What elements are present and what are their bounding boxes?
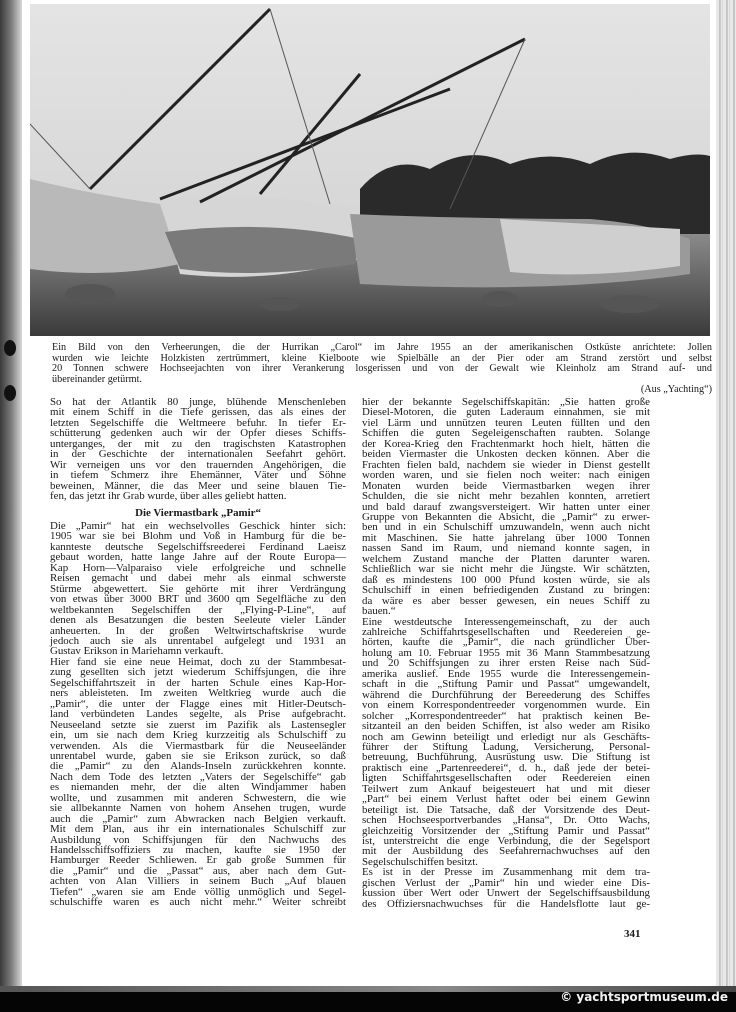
scan-right-edge [716, 0, 736, 990]
text-line: solcher „Korrespondentreeder“ hat praktisch keinen Be- [362, 709, 650, 722]
text-line: unrentabel wurde, gaben sie sie Erikson zurück, so daß [50, 749, 346, 762]
text-line: beweinen, Männer, die das Meer und seine blauen Tie- [50, 479, 346, 492]
text-line: sitzanteil an den beiden Schiffen, ist also weder am Risiko [362, 720, 650, 733]
text-line: viel Lärm und unnützen teuren Leuten füllten und den [362, 416, 650, 429]
text-line: Eine westdeutsche Interessengemeinschaft, zu der auch [362, 615, 650, 628]
text-line: Teilwert zum Ankauf beigesteuert hat und mit dieser [362, 782, 650, 795]
paragraph [362, 867, 650, 909]
text-line: weltbekannten Segelschiffen der „Flying-P-Line“, auf [50, 603, 346, 616]
text-line: da wäre es aber besser gewesen, ein neues Schiff zu [362, 594, 650, 607]
text-line: ist, unterstreicht die enge Verbindung, die der Segelsport [362, 835, 650, 848]
text-line: gleichzeitig Vorsitzender der „Stiftung Pamir und Passat“ [362, 824, 650, 837]
text-line: holung am 10. Februar 1955 mit 36 Mann Stammbesatzung [362, 646, 650, 659]
text-line: betreuung, Buchführung, Ausrüstung usw. Die Stiftung ist [362, 751, 650, 764]
text-line: achten von Alan Villiers in seinem Buch „Auf blauen [50, 875, 346, 888]
text-line: „Part“ bei einem Verlust haftet oder bei einem Gewinn [362, 793, 650, 806]
text-line: Wir verneigen uns vor den trauernden Angehörigen, die [50, 458, 346, 471]
paragraph [50, 397, 346, 502]
scan-left-edge [0, 0, 22, 990]
text-line: Segelschiffahrtszeit in der harten Schule eines Kap-Hor- [50, 676, 346, 689]
text-line: Kap Horn—Valparaiso viele erfolgreiche und schnelle [50, 561, 346, 574]
text-line: kannteste deutsche Segelschiffsreederei Ferdinand Laeisz [50, 540, 346, 553]
text-line: sie allbekannte Namen von hohem Ansehen trugen, wurde [50, 802, 346, 815]
text-line: Es ist in der Presse im Zusammenhang mit dem tra- [362, 866, 650, 879]
text-line: in tiefem Schmerz ihre Ehemänner, Väter und Söhne [50, 469, 346, 482]
text-line: gischen Verlust der „Pamir“ hin und wieder eine Dis- [362, 876, 650, 889]
text-line: Hier fand sie eine neue Heimat, doch zu der Stammbesat- [50, 655, 346, 668]
text-line: denen als Besatzungen die besten Seeleute vieler Länder [50, 614, 346, 627]
text-line: fen, das jetzt ihr Grab wurde, über alles geliebt hatten. [50, 490, 287, 503]
text-line: ners ableisteten. Im zweiten Weltkrieg wurde auch die [50, 687, 346, 700]
text-line: Schulschiff in einen befriedigenden Zustand zu bringen: [362, 584, 650, 597]
text-line: Schließlich war sie nicht mehr die Jüngste. Wir schätzten, [362, 563, 650, 576]
text-line: Die „Pamir“ hat ein wechselvolles Geschick hinter sich: [50, 519, 346, 532]
text-column-left [50, 397, 346, 908]
binding-hole [4, 340, 16, 356]
text-line: unterganges, der mit zu den tragischsten Katastrophen [50, 437, 346, 450]
hurricane-wreck-photo [30, 4, 710, 336]
text-line: Gustav Erikson in Mariehamn verkauft. [50, 645, 224, 658]
text-line: zahlreiche Schiffahrtsgesellschaften und Reedereien ge- [362, 625, 650, 638]
text-line: ein, um sie nach dem Krieg kurzzeitig als Schulschiff zu [50, 729, 346, 742]
text-line: Handelsschiffsoffiziers zu machen, kaufte sie 1950 der [50, 844, 346, 857]
text-line: land verbündeten Landes segelte, als Prise aufgebracht. [50, 708, 346, 721]
text-line: hörten, kaufte die „Pamir“, die nach gründlicher Über- [362, 636, 650, 649]
text-line: Ausbildung von Schiffsjungen für den Nachwuchs des [50, 833, 346, 846]
text-line: beteiligt ist. Die Tatsache, daß der Vorsitzende des Deut- [362, 803, 650, 816]
text-line: während die Durchführung der Bereederung des Schiffes [362, 688, 650, 701]
caption-line: übereinander getürmt. [52, 373, 142, 385]
text-line: gebaut worden, hatte lange Jahre auf der Route Europa— [50, 551, 346, 564]
text-line: ligten Schiffahrtsgesellschaften oder Reedereien einen [362, 772, 650, 785]
text-line: worden waren, und sie fielen noch weiter: nach einigen [362, 469, 650, 482]
text-line: 1905 war sie bei Blohm und Voß in Hamburg für die be- [50, 530, 346, 543]
text-line: und bald darauf zwangsversteigert. Wir hatten unter einer [362, 500, 650, 513]
caption-line: 20 Tonnen schwere Hochseejachten von ihrer Verankerung losgerissen und von der Gewalt wie Kleinholz am Strand auf- und [52, 363, 712, 375]
paragraph [50, 657, 346, 908]
text-line: jedoch auch sie als unrentabel aufgelegt und 1931 an [50, 634, 346, 647]
text-line: Diesel-Motoren, die guten Laderaum einnahmen, sie mit [362, 406, 650, 419]
scan-bottom-bar [0, 986, 736, 1012]
text-line: die „Pamir“ zu den Alands-Inseln zurückkehren konnte. [50, 760, 346, 773]
text-line: es niemanden mehr, der die alten Windjammer haben [50, 781, 346, 794]
text-line: des Offiziersnachwuchses für die Handelsflotte laut ge- [362, 897, 650, 910]
binding-hole [4, 385, 16, 401]
text-line: Segelschulschiffen besitzt. [362, 855, 478, 868]
text-line: Neuseeland setzte sie zuerst im Pazifik als Lastensegler [50, 718, 346, 731]
text-line: letzten Segelschiffe die Weltmeere befuhr. In tiefer Er- [50, 416, 346, 429]
text-line: amerika auslief. Ende 1955 wurde die Interessengemein- [362, 667, 650, 680]
text-line: der Korea-Krieg den Frachtenmarkt hoch hielt, hätten die [362, 437, 650, 450]
text-line: mit einem Schiff in die Tiefe gerissen, das als eines der [50, 406, 346, 419]
text-line: führer der Stiftung Ladung, Versicherung, Personal- [362, 740, 650, 753]
text-line: kussion über Wert oder Unwert der Segelschiffsausbildung [362, 887, 650, 900]
text-line: nassen Sand im Raum, und niemand konnte sagen, in [362, 542, 650, 555]
paragraph [50, 521, 346, 657]
text-line: Stürme abgewettert. Sie gehörte mit ihrer Verdrängung [50, 582, 346, 595]
caption-line: Ein Bild von den Verheerungen, die der Hurrikan „Carol“ im Jahre 1955 an der amerikanischen Ostküste anrichtete: Jollen [52, 342, 712, 353]
caption-source: (Aus „Yachting“) [640, 384, 712, 396]
text-line: in der Geschichte der internationalen Seefahrt gehört. [50, 448, 346, 461]
text-line: schütterung gedenken auch wir der Opfer dieses Schiffs- [50, 427, 346, 440]
text-line: Reisen gemacht und dabei mehr als einmal schwerste [50, 572, 346, 585]
text-line: daß es mindestens 100 000 Pfund kosten würde, sie als [362, 573, 650, 586]
paragraph [362, 617, 650, 868]
text-line: bauen.“ [362, 605, 396, 618]
text-line: und 20 Schiffsjungen zu ihrer ersten Reise nach Süd- [362, 657, 650, 670]
text-line: hier der bekannte Segelschiffskapitän: „Sie hatten große [362, 396, 650, 408]
page-number: 341 [624, 928, 641, 940]
text-line: die „Pamir“ und die „Passat“ aus, aber nach dem Gut- [50, 864, 346, 877]
text-line: Gruppe von Bekannten die Absicht, die „Pamir“ zu erwer- [362, 510, 650, 523]
text-line: mit der Ausbildung des Seefahrernachwuchses auf den [362, 845, 650, 858]
text-line: Hamburger Reeder Schliewen. Er gab große Summen für [50, 854, 346, 867]
caption-line: wurden wie leichte Holzkisten zertrümmert, kleine Kielboote wie Spielbälle an der Pier oder am Strand zerstört und selbst [52, 352, 712, 364]
photo-caption [52, 343, 712, 396]
text-line: Monaten wurden beide Viermastbarken wegen ihrer [362, 479, 650, 492]
text-line: verwenden. Als die Viermastbark für die Neuseeländer [50, 739, 346, 752]
text-line: „Pamir“, die unter der Flagge eines mit Hitler-Deutsch- [50, 697, 346, 710]
text-line: Nach dem Tode des letzten „Vaters der Segelschiffe“ gab [50, 770, 346, 783]
text-line: Frachten fielen bald, nachdem sie wieder in Dienst gestellt [362, 458, 650, 471]
text-line: zung gesellten sich jetzt wiederum Schiffsjungen, die ihre [50, 666, 346, 679]
paragraph [362, 397, 650, 617]
text-line: wollte, und zusammen mit anderen Schwestern, die wie [50, 791, 346, 804]
text-line: Tiefen“ „waren sie am Ende völlig unmöglich und Segel- [50, 885, 346, 898]
text-line: praktisch eine „Partenreederei“, d. h., daß jede der betei- [362, 761, 650, 774]
text-line: Schulden, die sie nicht mehr bezahlen konnten, arretiert [362, 490, 650, 503]
text-line: beiden Viermaster die Unkosten decken können. Aber die [362, 448, 650, 461]
text-line: ben und in ein Schulschiff umzuwandeln, wenn auch nicht [362, 521, 650, 534]
text-line: noch am Gewinn beteiligt und erledigt nur als Geschäfts- [362, 730, 650, 743]
section-heading: Die Viermastbark „Pamir“ [135, 506, 261, 519]
text-line: von etwas über 3000 BRT und 3600 qm Segelfläche zu den [50, 593, 346, 606]
text-line: auch die „Pamir“ zum Abwracken nach Belgien verkauft. [50, 812, 346, 825]
text-line: von einem Korrespondentreeder vorgenommen wurde. Ein [362, 699, 650, 712]
text-line: mit Maschinen. Sie hatte jahrelang über 1000 Tonnen [362, 531, 650, 544]
text-column-right [362, 397, 650, 909]
text-line: welchem Zustand manche der Platten darunter waren. [362, 552, 650, 565]
text-line: schaft in die „Stiftung Pamir und Passat“ umgewandelt, [362, 678, 650, 691]
text-line: anheuerten. In der großen Weltwirtschaftskrise wurde [50, 624, 346, 637]
text-line: So hat der Atlantik 80 junge, blühende Menschenleben [50, 396, 346, 408]
text-line: schen Hochseesportverbandes „Hansa“, Dr. Otto Wachs, [362, 814, 650, 827]
watermark: © yachtsportmuseum.de [560, 990, 728, 1004]
text-line: Mit dem Plan, aus ihr ein internationales Schulschiff zur [50, 823, 346, 836]
text-line: Schiffen die guten Segeleigenschaften raubten. Solange [362, 427, 650, 440]
text-line: schulschiffe waren es auch nicht mehr.“ Weiter schreibt [50, 896, 346, 909]
